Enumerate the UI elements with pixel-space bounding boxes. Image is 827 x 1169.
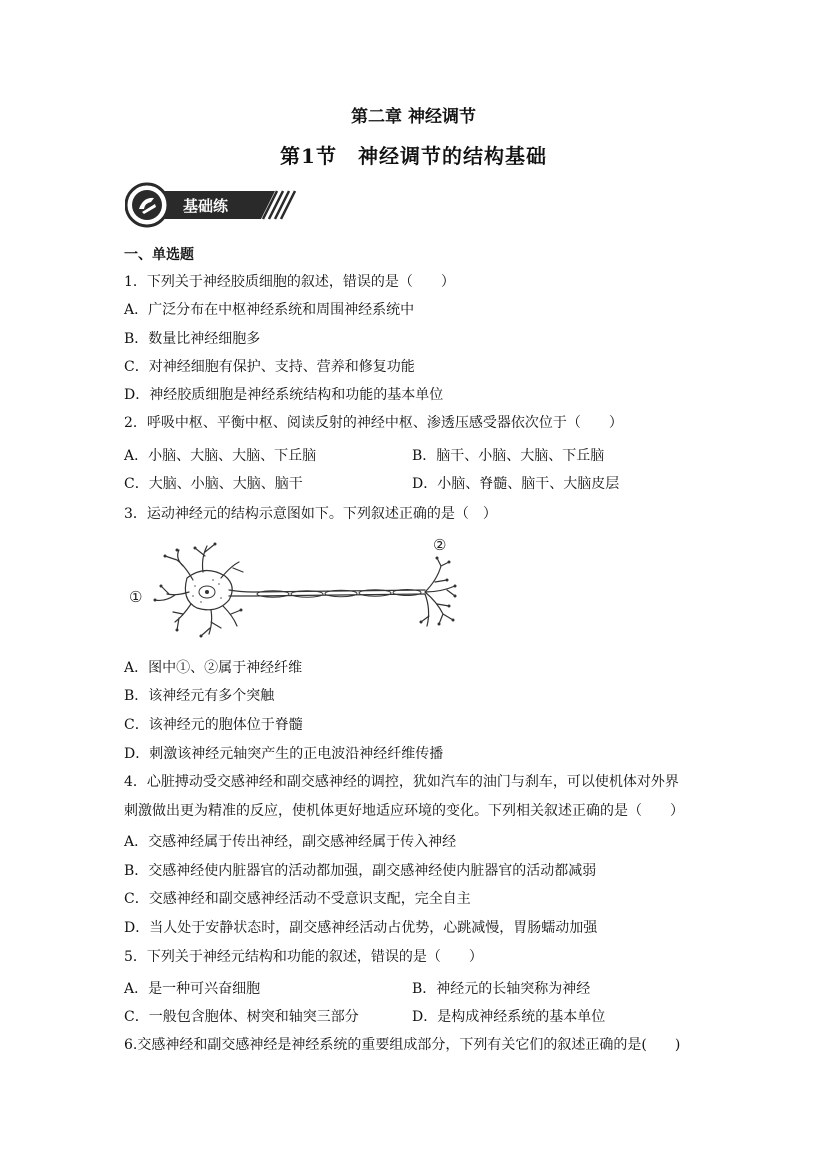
badge-label: 基础练 [183, 197, 229, 215]
part-heading: 一、单选题 [124, 247, 194, 263]
question-4-option-b: B．交感神经使内脏器官的活动都加强，副交感神经使内脏器官的活动都减弱 [124, 863, 597, 879]
question-1-option-c: C．对神经细胞有保护、支持、营养和修复功能 [124, 359, 415, 375]
question-3-option-c: C．该神经元的胞体位于脊髓 [124, 717, 303, 733]
question-4-stem-line2: 刺激做出更为精准的反应，使机体更好地适应环境的变化。下列相关叙述正确的是（ ） [124, 803, 684, 819]
question-3-option-d: D．刺激该神经元轴突产生的正电波沿神经纤维传播 [124, 746, 444, 762]
question-1-option-b: B．数量比神经细胞多 [124, 331, 261, 347]
question-5-option-c: C．一般包含胞体、树突和轴突三部分 [124, 1009, 359, 1025]
question-5-option-a: A．是一种可兴奋细胞 [124, 981, 261, 997]
section-title: 第1节 神经调节的结构基础 [280, 144, 547, 168]
question-5-option-d: D．是构成神经系统的基本单位 [412, 1009, 606, 1025]
question-3-stem: 3．运动神经元的结构示意图如下。下列叙述正确的是（ ） [124, 506, 497, 522]
figure-label-2: ② [433, 536, 447, 554]
neuron-diagram [125, 536, 465, 648]
question-2-stem: 2．呼吸中枢、平衡中枢、阅读反射的神经中枢、渗透压感受器依次位于（ ） [124, 415, 623, 431]
question-1-option-a: A．广泛分布在中枢神经系统和周围神经系统中 [124, 302, 415, 318]
question-4-option-c: C．交感神经和副交感神经活动不受意识支配，完全自主 [124, 891, 471, 907]
question-4-option-a: A．交感神经属于传出神经，副交感神经属于传入神经 [124, 834, 457, 850]
chapter-title: 第二章 神经调节 [351, 107, 476, 127]
question-4-stem-line1: 4．心脏搏动受交感神经和副交感神经的调控，犹如汽车的油门与刹车，可以使机体对外界 [124, 774, 679, 790]
question-2-option-d: D．小脑、脊髓、脑干、大脑皮层 [412, 476, 620, 492]
question-5-option-b: B．神经元的长轴突称为神经 [412, 981, 591, 997]
question-1-option-d: D．神经胶质细胞是神经系统结构和功能的基本单位 [124, 387, 444, 403]
question-6-stem: 6.交感神经和副交感神经是神经系统的重要组成部分，下列有关它们的叙述正确的是( ) [124, 1037, 681, 1053]
question-2-option-b: B．脑干、小脑、大脑、下丘脑 [412, 448, 605, 464]
question-3-option-a: A．图中①、②属于神经纤维 [124, 660, 303, 676]
question-3-option-b: B．该神经元有多个突触 [124, 688, 275, 704]
figure-label-1: ① [129, 588, 143, 606]
badge-banner [125, 182, 300, 228]
question-2-option-a: A．小脑、大脑、大脑、下丘脑 [124, 448, 317, 464]
question-5-stem: 5．下列关于神经元结构和功能的叙述，错误的是（ ） [124, 949, 483, 965]
question-4-option-d: D．当人处于安静状态时，副交感神经活动占优势，心跳减慢，胃肠蠕动加强 [124, 920, 598, 936]
question-1-stem: 1．下列关于神经胶质细胞的叙述，错误的是（ ） [124, 274, 455, 290]
question-2-option-c: C．大脑、小脑、大脑、脑干 [124, 476, 303, 492]
